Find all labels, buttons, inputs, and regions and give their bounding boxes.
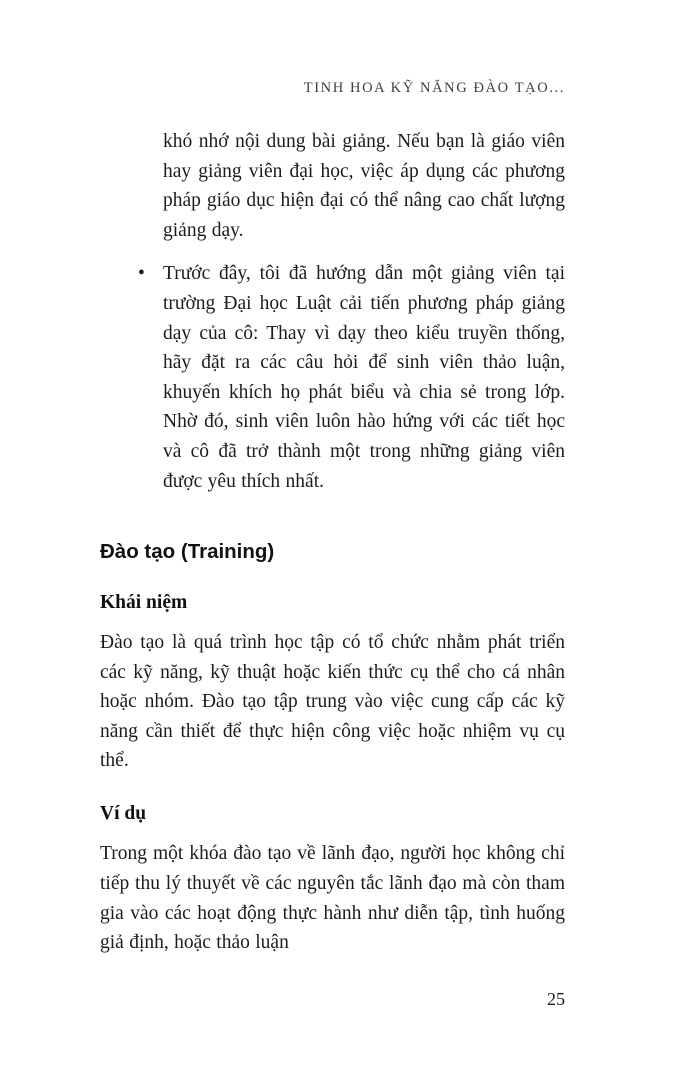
example-paragraph: Trong một khóa đào tạo về lãnh đạo, người học không chỉ tiếp thu lý thuyết về các nguyên tắc lãnh đạo mà còn tham gia vào các hoạt động thực hành như diễn tập, tình huống giả định, hoặc thảo luận [100, 843, 565, 954]
page-number: 25 [547, 989, 565, 1009]
bullet-marker: • [138, 263, 145, 285]
subheading-concept: Khái niệm [100, 591, 188, 613]
subheading-example: Ví dụ [100, 803, 147, 825]
bullet-paragraph: Trước đây, tôi đã hướng dẫn một giảng viên tại trường Đại học Luật cải tiến phương pháp giảng dạy của cô: Thay vì dạy theo kiểu truyền thống, hãy đặt ra các câu hỏi để sinh viên thảo luận, khuyến khích họ phát biểu và chia sẻ trong lớp. Nhờ đó, sinh viên luôn hào hứng với các tiết học và cô đã trở thành một trong những giảng viên được yêu thích nhất. [163, 263, 565, 492]
page-content [100, 127, 565, 958]
bullet-list-item [100, 259, 565, 496]
bullet-continuation-paragraph: khó nhớ nội dung bài giảng. Nếu bạn là giáo viên hay giảng viên đại học, việc áp dụng các phương pháp giáo dục hiện đại có thể nâng cao chất lượng giảng dạy. [163, 131, 565, 241]
running-header: TINH HOA KỸ NĂNG ĐÀO TẠO... [303, 80, 565, 96]
concept-paragraph: Đào tạo là quá trình học tập có tổ chức nhằm phát triển các kỹ năng, kỹ thuật hoặc kiến thức cụ thể cho cá nhân hoặc nhóm. Đào tạo tập trung vào việc cung cấp các kỹ năng cần thiết để thực hiện công việc hoặc nhiệm vụ cụ thể. [100, 632, 565, 772]
section-heading-training: Đào tạo (Training) [100, 540, 275, 564]
